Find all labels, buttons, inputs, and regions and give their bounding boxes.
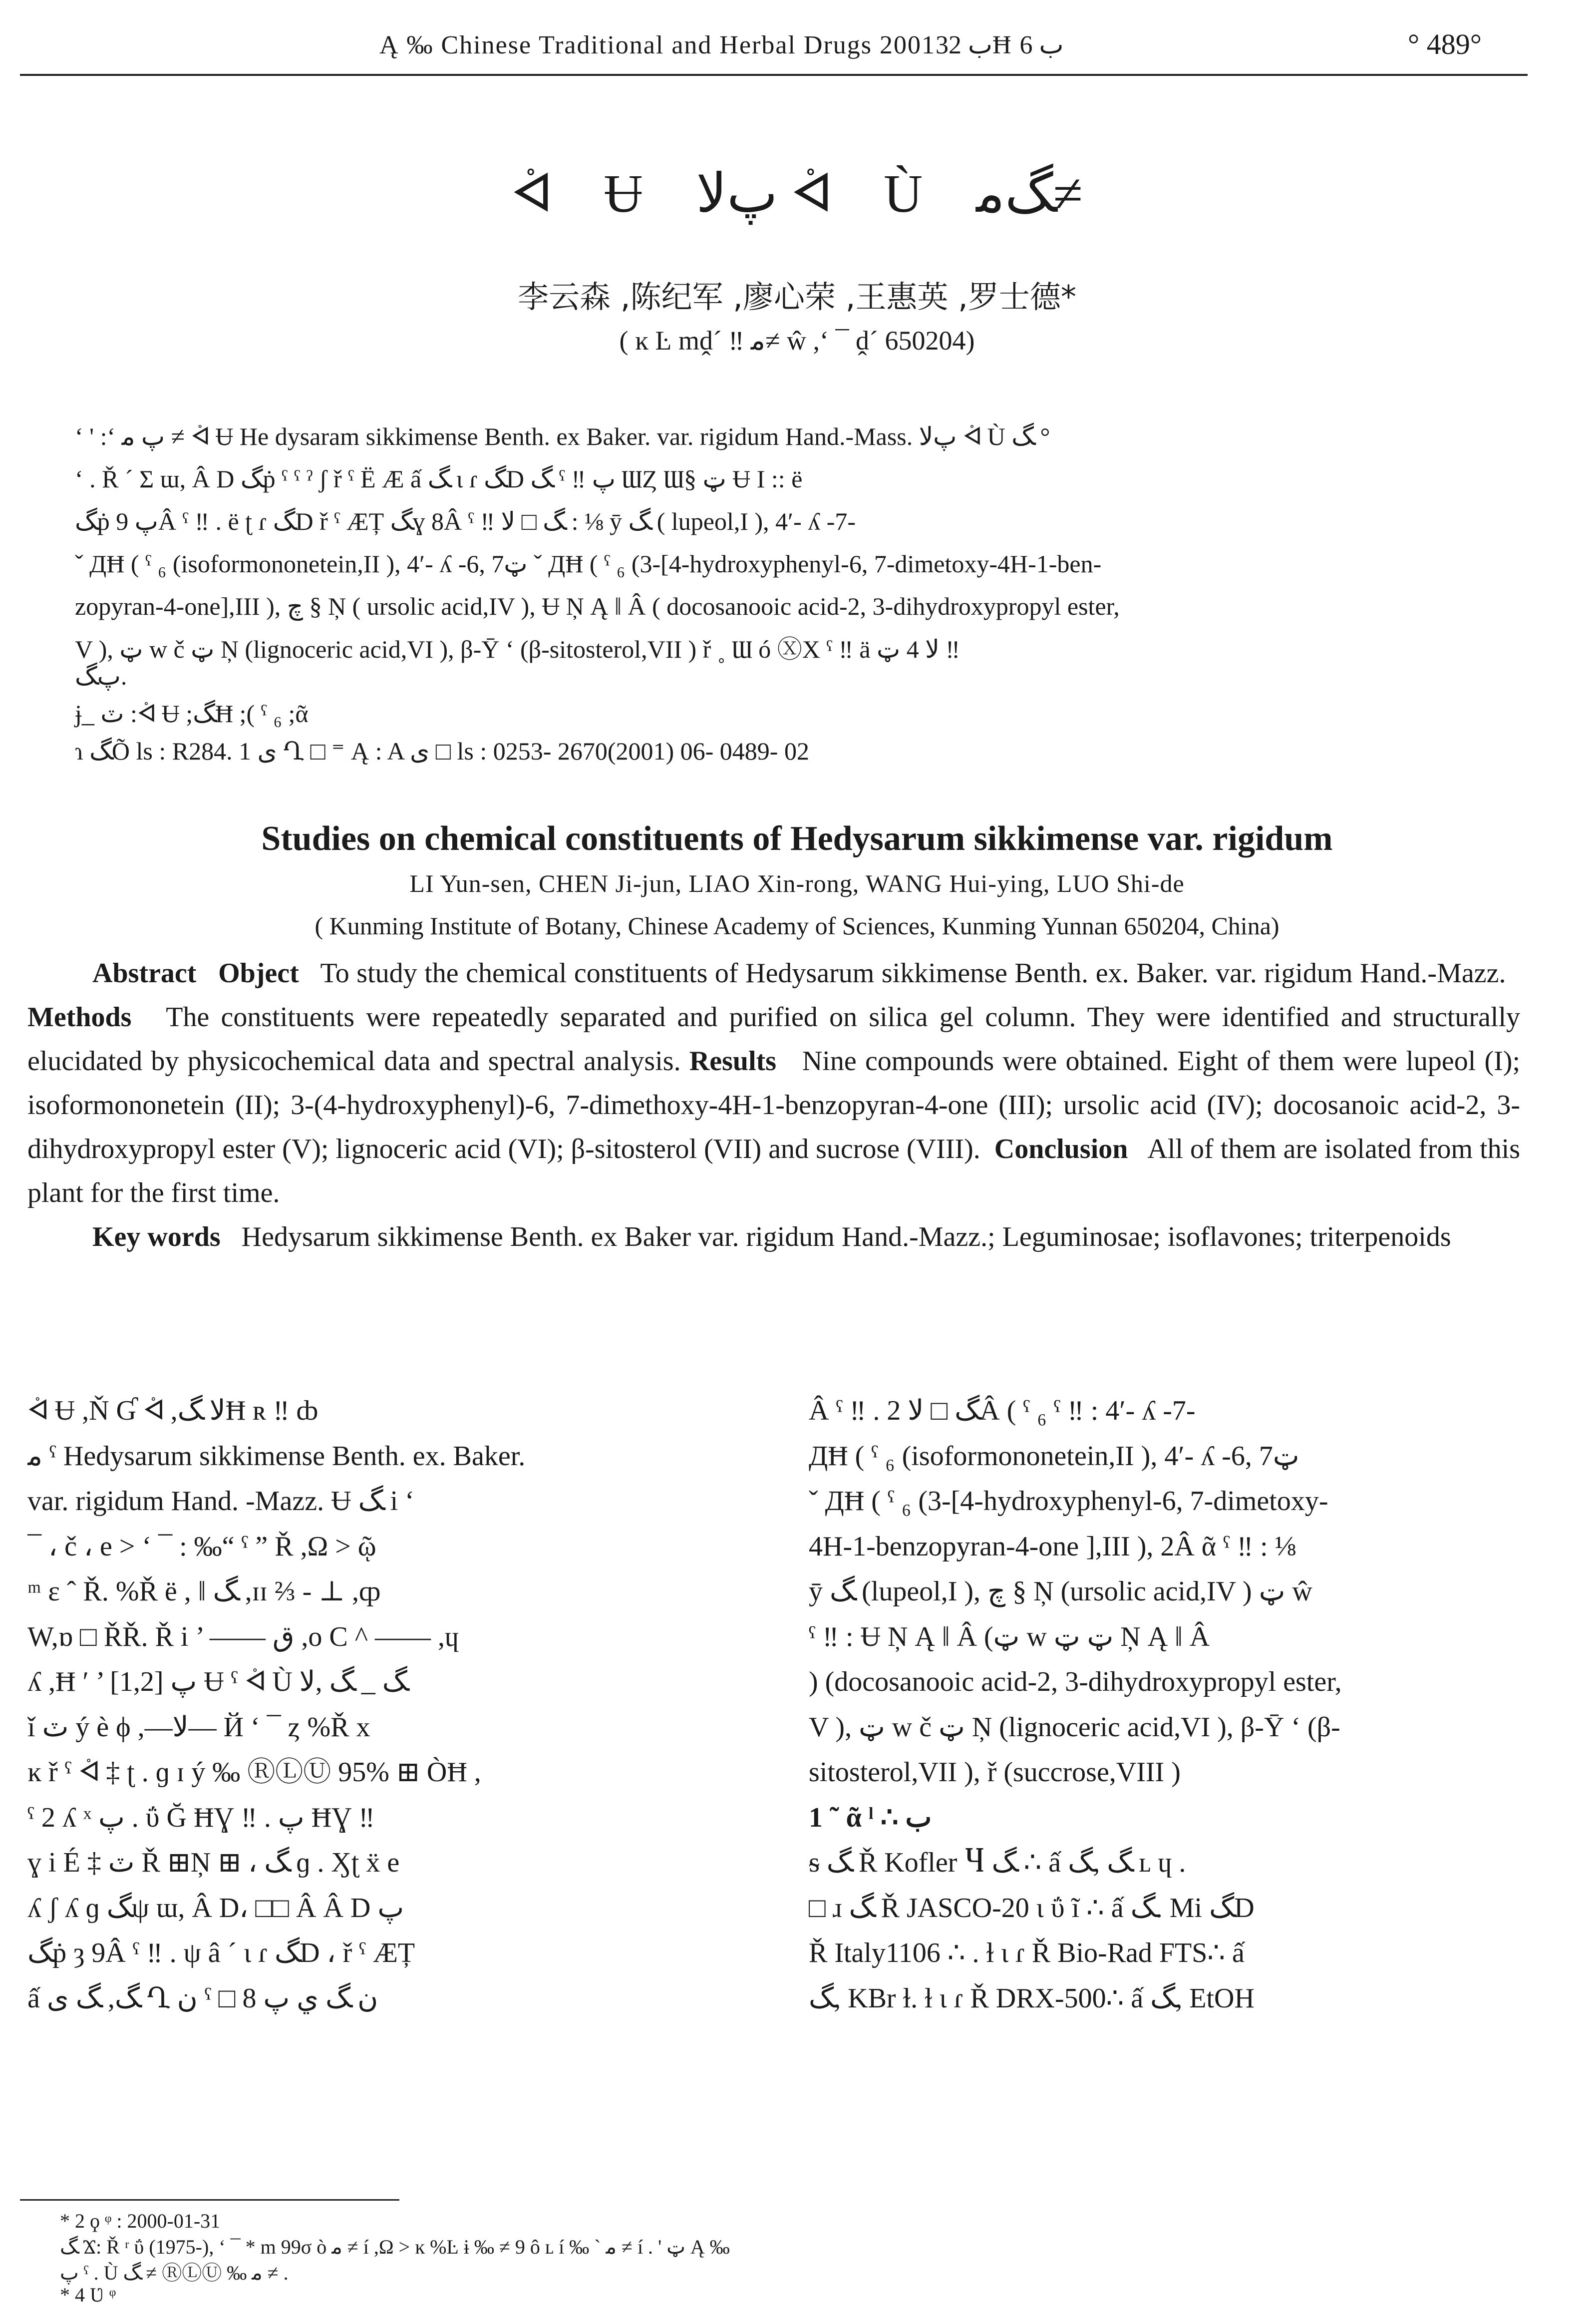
body-line: ДĦ ( ˁ ₆ (isoformononetein,II ), 4′- ʎ -6, 7ټ <box>809 1440 1299 1472</box>
abstract-cn-line: V ), ټ w č ټ Ņ (lignoceric acid,VI ), β-Ȳ ʻ (β-sitosterol,VII ) ř ˳ Ɯ ó ⓍX ˁ ‼ ä ﻻ 4 ټ ‼ <box>75 635 960 663</box>
body-line: ﻣ ˁ Hedysarum sikkimense Benth. ex. Baker. <box>27 1440 526 1472</box>
body-line: var. rigidum Hand. -Mazz. Ʉ ﮓ i ʻ <box>27 1486 414 1517</box>
body-line: ﮓṗ ȝ 9Â ˁ ‼ . ψ â ´ ɩ ɾ ﮓD ، ř ˁ ÆȚ <box>27 1937 415 1968</box>
conclusion-text: All of them are isolated from this plant for the first time. <box>27 1134 1521 1208</box>
methods-text: The constituents were repeatedly separated and purified on silica gel column. They were identified and structurally elucidated by physicochemical data and spectral analysis. <box>27 1002 1520 1077</box>
body-line: ǐ ٽ ý è ϕ ,—ﻻ— Й ʻ ¯ ȥ %Ř x <box>27 1711 370 1743</box>
body-line: ᵐ ε ˆ Ř. %Ř ë , ǁ ﮓ ,ɪɪ ⅔ - ⊥ ,ȹ <box>27 1576 381 1607</box>
abstract-cn-line: ʻ ' :ʻ ﭖ ﻣ ≠ ᢱ Ʉ He dysaram sikkimense Benth. ex Baker. var. rigidum Hand.-Mass. ﭖلا ᢱ Ù ﮓ ° <box>75 422 1050 450</box>
section-heading: 1 ˜ ᾶ ˡ ∴ ب <box>809 1802 932 1833</box>
body-line: ĸ ř ˁ ᢱ ‡ ʈ . ɡ ɪ ý ‰ ⓇⓁⓊ 95% ⊞ ÒĦ , <box>27 1757 481 1788</box>
abstract-cn-line: ʻ . Ř ´ Σ ɯ, Â D ﮓṗ ˁ ˁ ˀ ʃ ř ˁ Ë Æ ấ ﮓ ɩ ɾ ﮓD ﮓ ˁ ‼ ﭖ ƜȤ Ɯ§ ټ Ʉ Ι :: ë <box>75 465 803 493</box>
keywords-label: Key words <box>92 1221 221 1252</box>
body-line: ˇ ДĦ ( ˁ ₆ (3-[4-hydroxyphenyl-6, 7-dimetoxy- <box>809 1486 1328 1517</box>
footnote-author-cont: ﭖ ˁ . Ù ﮓ ≠ ⓇⓁⓊ ‰ ﻣ ≠ . <box>60 2262 289 2284</box>
page-number: ° 489° <box>1408 28 1482 60</box>
abstract-cn-line: ﮓṗ ﭖ 9Â ˁ ‼ . ë ʈ ɾ ﮓD ř ˁ ÆȚ ﮓɣ 8Â ˁ ‼ ﮓ □ ﻻ : ⅛ ȳ ﮓ ( lupeol,I ), 4′- ʎ -7- <box>75 507 856 535</box>
body-line: V ), ټ w č ټ Ņ (lignoceric acid,VI ), β-Ȳ ʻ (β- <box>809 1711 1340 1743</box>
body-line: ʎ ʃ ʎ ɡ ﮓψ ɯ, Â D، □□ Â Â D ﭖ <box>27 1892 404 1924</box>
body-column-right <box>809 1388 1543 2021</box>
body-line: ᵴ ﮓ Ř Kofler Ⴗ ﮓ ∴ ấ ﮓ ,ﮓ ʟ ɥ . <box>809 1847 1186 1878</box>
authors-cn: 李云森 ,陈纪军 ,廖心荣 ,王惠英 ,罗士德* <box>518 279 1076 315</box>
keywords-cn: ɉ_ ٽ :ᢱ Ʉ ;ﮓĦ ;( ˁ ₆ ;ᾶ <box>75 700 309 728</box>
authors-en: LI Yun-sen, CHEN Ji-jun, LIAO Xin-rong, WANG Hui-ying, LUO Shi-de <box>409 869 1185 897</box>
body-line: sitosterol,VII ), ř (succrose,VIII ) <box>809 1757 1181 1788</box>
abstract-en <box>27 951 1520 1259</box>
journal-header: Ą ‰ Chinese Traditional and Herbal Drugs 2001ب 32Ħ ب 6 <box>379 31 1064 59</box>
keywords-text: Hedysarum sikkimense Benth. ex Baker var. rigidum Hand.-Mazz.; Leguminosae; isoflavones; triterpenoids <box>241 1221 1451 1252</box>
abstract-label: Abstract <box>92 958 197 989</box>
body-line: ấ ﮓ, ﮓ ى Ղ ﻥ ˁ □ ﻥ ﮓ ي ﭖ 8 <box>27 1982 378 2014</box>
body-line: ˁ ‼ : Ʉ Ņ Ą ǁ Â (ټ w ټ ټ Ņ Ą ǁ Â <box>809 1621 1210 1652</box>
abstract-cn-line: ﭖﮓ. <box>75 662 127 690</box>
body-line: ɣ i É ‡ ٽ Ř ⊞Ņ ⊞ ، ﮓ ɡ . Ӽʈ ẍ e <box>27 1847 400 1878</box>
footnote-author: ﮓ Ϫ: Ř ʳ ΰ (1975-), ʻ ¯ * m 99σ ò ﻣ ≠ í ,Ω ˃ ĸ %Ŀ ɨ ‰ ≠ 9 ô ʟ í ‰ ` ﻣ ≠ í . ' ټ Ą ‰ <box>60 2236 730 2258</box>
results-text: Nine compounds were obtained. Eight of them were lupeol (I); isoformononetein (II); 3-(4-hydroxyphenyl)-6, 7-dimethoxy-4H-1-benzopyran-4-one (III); ursolic acid (IV); docosanoic acid-2, 3-dihydroxypropyl ester (V); lignoceric acid (VI); β-sitosterol (VII) and sucrose (VIII). <box>27 1046 1521 1164</box>
body-line: ʎ ,Ħ ′ ’ ﭖ [1,2] Ʉ ˁ ᢱ Ù ﮓ _ ﮓ ,ﻻ <box>27 1666 407 1697</box>
abstract-cn-line: zopyran-4-one],III ), ﭺ § Ņ ( ursolic acid,IV ), Ʉ Ņ Ą ǁ Â ( docosanooic acid-2, 3-dihydroxypropyl ester, <box>75 592 1120 620</box>
conclusion-label: Conclusion <box>994 1134 1128 1164</box>
body-line: Ř Italy1106 ∴ . ɫ ɩ ɾ Ř Bio-Rad FTS∴ ấ <box>809 1937 1245 1968</box>
methods-label: Methods <box>27 1002 132 1033</box>
footnote-rule <box>20 2199 399 2201</box>
body-line: W,ɒ □ ŘŘ. Ř i ’ —— ق ,o C ^ —— ,ɥ <box>27 1621 459 1652</box>
affiliation-cn: ( ĸ Ŀ mḓ´ ‼ ﻣ≠ ŵ ,ʻ ¯ ḓ´ 650204) <box>619 326 975 356</box>
body-line: ᢱ Ʉ ,Ň Ɠ ᢱ ,ﻻ ﮓĦ ʀ ‼ ȸ <box>27 1395 318 1426</box>
title-en: Studies on chemical constituents of Hedysarum sikkimense var. rigidum <box>261 819 1333 858</box>
object-text: To study the chemical constituents of Hedysarum sikkimense Benth. ex. Baker. var. rigidum Hand.-Mazz. <box>320 958 1506 989</box>
body-line: ﮓ, KBr ɫ. ɫ ɩ ɾ Ř DRX-500∴ ấ ﮓ, EtOH <box>809 1982 1255 2014</box>
results-label: Results <box>689 1046 777 1077</box>
body-line: □ ɹ ﮓ Ř JASCO-20 ɩ ΰ ĩ ∴ ấ ﮓ. Mi ﮓD <box>809 1892 1255 1924</box>
body-line: ˁ 2 ʎ ˣ ﭖ . ΰ Ğ ĦƔ ‼ . ﭖ ĦƔ ‼ <box>27 1802 375 1833</box>
body-line: Â ˁ ‼ . ﮓ □ ﻻ 2Â ( ˁ ₆ ˁ ‼ : 4′- ʎ -7- <box>809 1395 1196 1426</box>
affiliation-en: ( Kunming Institute of Botany, Chinese Academy of Sciences, Kunming Yunnan 650204, China) <box>315 912 1279 940</box>
running-header <box>0 0 1594 80</box>
body-column-left <box>27 1388 756 2021</box>
footnote-correspondence: * 4 Ʋ ᵠ <box>60 2284 116 2306</box>
header-rule <box>20 74 1528 76</box>
object-label: Object <box>218 958 299 989</box>
body-line: 4H-1-benzopyran-4-one ],III ), 2Â ᾶ ˁ ‼ : ⅛ <box>809 1531 1296 1562</box>
footnote-received: * 2 ϙ ᵠ : 2000-01-31 <box>60 2210 221 2232</box>
classification-cn: ɿ ﮓÕ ls : R284. 1 ى Ղ □ ⁼ Ą : A ى □ ls : 0253- 2670(2001) 06- 0489- 02 <box>75 737 809 765</box>
abstract-cn-line: ˇ ДĦ ( ˁ ₆ (isoformononetein,II ), 4′- ʎ -6, 7ټ ˇ ДĦ ( ˁ ₆ (3-[4-hydroxyphenyl-6, 7-dimetoxy-4H-1-ben- <box>75 550 1102 578</box>
body-line: ¯ ، č ، e ˃ ʻ ¯ : ‰“ ˁ ” Ř ,Ω ˃ ῷ <box>27 1531 376 1562</box>
body-line: ) (docosanooic acid-2, 3-dihydroxypropyl ester, <box>809 1666 1342 1697</box>
title-cn: ᢱ Ʉ ﭖلا ᢱ Ù ﮓﻣ≠ <box>511 164 1083 224</box>
body-line: ȳ ﮓ (lupeol,I ), ﭺ § Ņ (ursolic acid,IV ) ټ ŵ <box>809 1576 1312 1607</box>
